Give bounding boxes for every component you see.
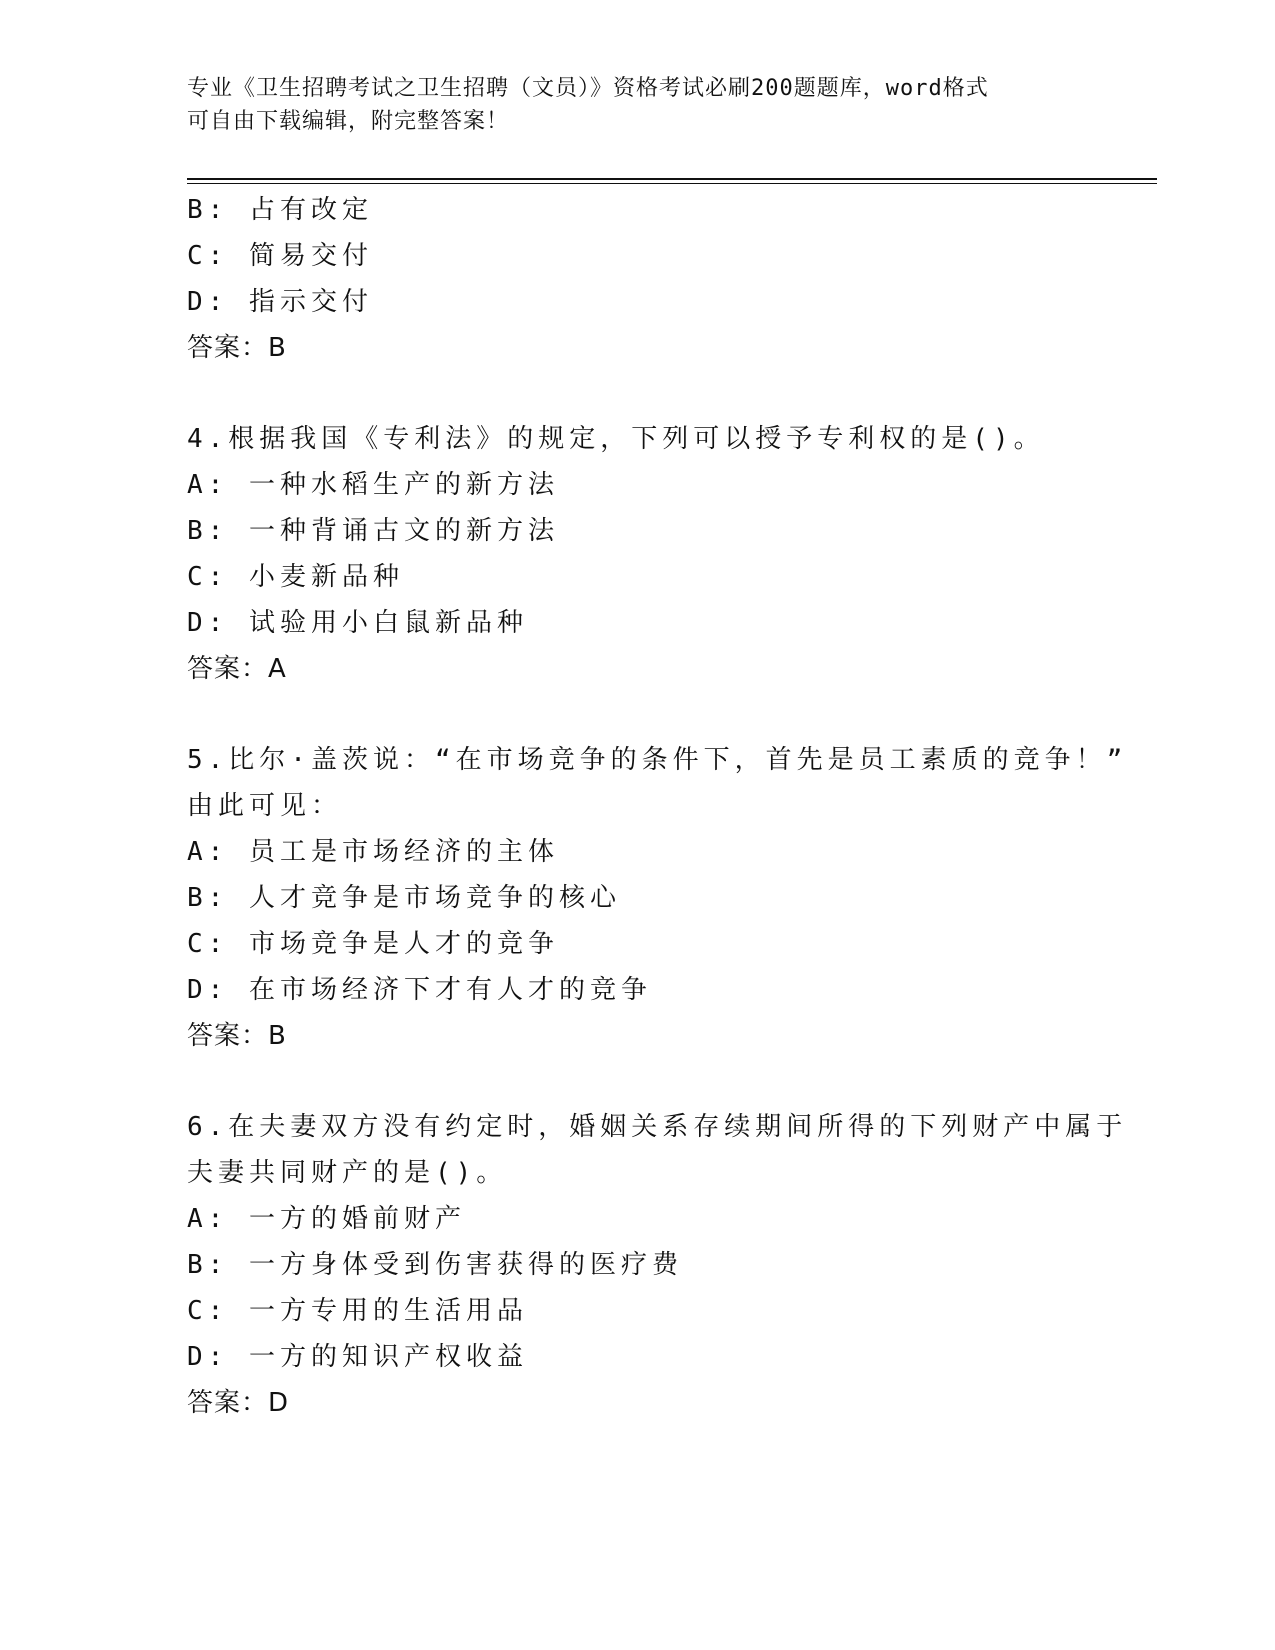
- option-b: B: 一种背诵古文的新方法: [187, 516, 559, 546]
- option-c: C: 一方专用的生活用品: [187, 1296, 528, 1326]
- question-stem-line-2: 由此可见：: [187, 791, 343, 821]
- question-stem: 4.根据我国《专利法》的规定，下列可以授予专利权的是()。: [187, 424, 1045, 454]
- option-d: D: 一方的知识产权收益: [187, 1342, 528, 1372]
- option-a: A: 一方的婚前财产: [187, 1204, 466, 1234]
- option-c: C: 简易交付: [187, 241, 373, 271]
- document-header: [187, 72, 1067, 138]
- answer: 答案：A: [187, 654, 287, 684]
- question-4: [187, 416, 1067, 692]
- option-d: D: 指示交付: [187, 287, 373, 317]
- option-b: B: 一方身体受到伤害获得的医疗费: [187, 1250, 683, 1280]
- question-list: [187, 187, 1128, 1426]
- option-a: A: 一种水稻生产的新方法: [187, 470, 559, 500]
- question-stem-line-1: 6.在夫妻双方没有约定时，婚姻关系存续期间所得的下列财产中属于: [187, 1112, 1128, 1142]
- option-a: A: 员工是市场经济的主体: [187, 837, 559, 867]
- question-stem-line-2: 夫妻共同财产的是()。: [187, 1158, 508, 1188]
- question-3-tail: [187, 187, 1067, 371]
- answer: 答案：B: [187, 1021, 287, 1051]
- option-b: B: 人才竞争是市场竞争的核心: [187, 883, 621, 913]
- answer: 答案：B: [187, 333, 287, 363]
- answer: 答案：D: [187, 1388, 290, 1418]
- question-5: [187, 737, 1128, 1059]
- header-divider: [187, 178, 1157, 180]
- option-d: D: 在市场经济下才有人才的竞争: [187, 975, 652, 1005]
- option-b: B: 占有改定: [187, 195, 373, 225]
- option-c: C: 市场竞争是人才的竞争: [187, 929, 559, 959]
- header-line-1: 专业《卫生招聘考试之卫生招聘（文员）》资格考试必刷200题题库，word格式: [187, 76, 989, 101]
- option-d: D: 试验用小白鼠新品种: [187, 608, 528, 638]
- header-line-2: 可自由下载编辑，附完整答案！: [187, 109, 510, 134]
- option-c: C: 小麦新品种: [187, 562, 404, 592]
- question-stem-line-1: 5.比尔·盖茨说：“在市场竞争的条件下，首先是员工素质的竞争！”: [187, 745, 1128, 775]
- header-divider-thin: [187, 183, 1157, 184]
- question-6: [187, 1104, 1128, 1426]
